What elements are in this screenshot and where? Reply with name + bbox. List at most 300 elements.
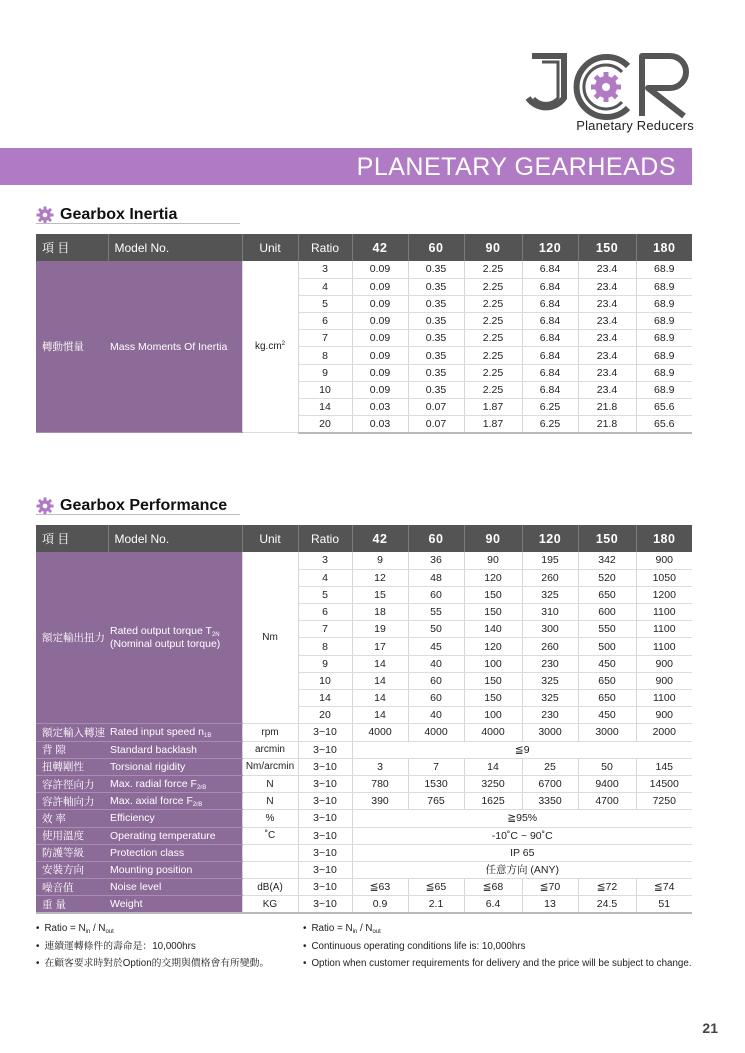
value-cell: 6.84 (522, 347, 578, 364)
label-text: 2 (281, 341, 285, 348)
value-cell: 21.8 (578, 416, 636, 433)
label-text: Rated input speed n (110, 725, 204, 738)
value-cell: 120 (464, 569, 522, 586)
value-cell: 12 (352, 569, 408, 586)
value-cell: 68.9 (636, 261, 692, 278)
row-label-zh: 防護等級 (36, 844, 108, 861)
value-cell: 4000 (408, 724, 464, 741)
row-label-zh: 轉動慣量 (36, 261, 108, 433)
row-label-en (108, 552, 242, 724)
value-cell: 0.35 (408, 381, 464, 398)
value-cell: 14 (352, 707, 408, 724)
value-cell: 300 (522, 621, 578, 638)
table-row (36, 758, 692, 775)
section-heading: Gearbox Performance (60, 497, 228, 514)
value-cell: 48 (408, 569, 464, 586)
note-text: Ratio = N (311, 923, 353, 934)
subscript: 1B (204, 732, 212, 739)
value-cell: 0.35 (408, 347, 464, 364)
value-cell: 0.07 (408, 399, 464, 416)
header-size: 120 (522, 234, 578, 261)
row-label-zh: 額定輸入轉速 (36, 724, 108, 741)
value-cell: 150 (464, 586, 522, 603)
value-cell: 3350 (522, 793, 578, 810)
row-unit: rpm (242, 724, 298, 741)
value-cell: 780 (352, 775, 408, 792)
value-cell: 68.9 (636, 330, 692, 347)
notes-zh (36, 920, 269, 973)
value-cell: 0.35 (408, 330, 464, 347)
value-cell: 21.8 (578, 399, 636, 416)
value-cell: 68.9 (636, 364, 692, 381)
value-cell: 310 (522, 604, 578, 621)
value-cell: 9400 (578, 775, 636, 792)
header-unit: Unit (242, 525, 298, 552)
value-cell: 900 (636, 552, 692, 569)
value-cell: 68.9 (636, 295, 692, 312)
row-label-en (108, 827, 242, 844)
value-cell: 18 (352, 604, 408, 621)
value-cell: 6.84 (522, 295, 578, 312)
value-cell: 2.25 (464, 313, 522, 330)
ratio-cell: 7 (298, 330, 352, 347)
value-cell: 100 (464, 655, 522, 672)
header-ratio: Ratio (298, 234, 352, 261)
note-ratio (303, 920, 692, 938)
ratio-cell: 8 (298, 347, 352, 364)
table-header-row (36, 234, 692, 261)
value-cell: ≦70 (522, 879, 578, 896)
value-cell: 23.4 (578, 364, 636, 381)
row-unit (242, 261, 298, 433)
subscript: 2rB (196, 784, 207, 791)
value-cell: 14 (464, 758, 522, 775)
label-text: (Nominal output torque) (110, 638, 221, 651)
value-cell: ≦65 (408, 879, 464, 896)
label-text: Protection class (110, 846, 185, 859)
ratio-cell: 3 (298, 552, 352, 569)
row-label-zh: 容許徑向力 (36, 775, 108, 792)
ratio-cell: 3~10 (298, 879, 352, 896)
value-cell: 2.25 (464, 278, 522, 295)
value-cell: 36 (408, 552, 464, 569)
table-header-row (36, 525, 692, 552)
value-cell: 450 (578, 707, 636, 724)
value-cell: 68.9 (636, 278, 692, 295)
row-unit: % (242, 810, 298, 827)
value-cell: 342 (578, 552, 636, 569)
table-row (36, 879, 692, 896)
value-cell: 0.09 (352, 330, 408, 347)
row-unit: ˚C (242, 827, 298, 844)
row-unit: N (242, 775, 298, 792)
row-unit: Nm/arcmin (242, 758, 298, 775)
row-label-en (108, 741, 242, 758)
value-cell: 13 (522, 896, 578, 913)
banner-title: PLANETARY GEARHEADS (356, 153, 676, 181)
value-cell: 0.35 (408, 261, 464, 278)
value-cell: 150 (464, 672, 522, 689)
ratio-cell: 3~10 (298, 844, 352, 861)
value-cell: 50 (578, 758, 636, 775)
value-cell: 1050 (636, 569, 692, 586)
value-cell: 500 (578, 638, 636, 655)
label-text: kg.cm (254, 341, 282, 353)
value-cell: 650 (578, 690, 636, 707)
gear-icon (36, 497, 54, 515)
value-cell: 1.87 (464, 416, 522, 433)
value-cell: 40 (408, 655, 464, 672)
page-number: 21 (702, 1020, 718, 1036)
row-label-en (108, 896, 242, 913)
row-label-zh: 重 量 (36, 896, 108, 913)
row-label-zh: 效 率 (36, 810, 108, 827)
value-cell: 325 (522, 672, 578, 689)
value-cell: 2.25 (464, 261, 522, 278)
row-unit: Nm (242, 552, 298, 724)
value-cell: ≦68 (464, 879, 522, 896)
value-cell: 1.87 (464, 399, 522, 416)
value-cell: 120 (464, 638, 522, 655)
value-cell: 3000 (578, 724, 636, 741)
value-cell: 140 (464, 621, 522, 638)
value-cell: 2000 (636, 724, 692, 741)
value-cell: 90 (464, 552, 522, 569)
table-row (36, 552, 692, 569)
header-item: 項 目 (36, 525, 108, 552)
value-cell: 6.4 (464, 896, 522, 913)
value-cell: 390 (352, 793, 408, 810)
table-row (36, 896, 692, 913)
notes-en (303, 920, 692, 973)
value-cell: 3 (352, 758, 408, 775)
value-cell: 3250 (464, 775, 522, 792)
value-cell: 2.1 (408, 896, 464, 913)
note-text: Ratio = N (44, 923, 86, 934)
subscript: 2rB (192, 801, 203, 808)
row-label-en (108, 758, 242, 775)
header-size: 90 (464, 525, 522, 552)
value-cell: 9 (352, 552, 408, 569)
header-size: 180 (636, 525, 692, 552)
ratio-cell: 4 (298, 278, 352, 295)
ratio-cell: 6 (298, 313, 352, 330)
ratio-cell: 3~10 (298, 741, 352, 758)
value-cell: 1100 (636, 621, 692, 638)
value-cell: 0.35 (408, 364, 464, 381)
note-option: • Option when customer requirements for delivery and the price will be subject to change. (303, 955, 692, 973)
value-cell: 14 (352, 672, 408, 689)
value-cell: 195 (522, 552, 578, 569)
value-cell: 23.4 (578, 295, 636, 312)
value-cell: 14 (352, 690, 408, 707)
value-cell: 2.25 (464, 330, 522, 347)
value-cell: 65.6 (636, 416, 692, 433)
ratio-cell: 3~10 (298, 827, 352, 844)
value-cell: 6.25 (522, 416, 578, 433)
ratio-cell: 8 (298, 638, 352, 655)
merged-value-cell: -10˚C ~ 90˚C (352, 827, 692, 844)
value-cell: 60 (408, 690, 464, 707)
value-cell: 0.9 (352, 896, 408, 913)
value-cell: 4000 (464, 724, 522, 741)
value-cell: 550 (578, 621, 636, 638)
ratio-cell: 20 (298, 416, 352, 433)
row-label-en (108, 861, 242, 878)
value-cell: 23.4 (578, 347, 636, 364)
ratio-cell: 4 (298, 569, 352, 586)
ratio-cell: 10 (298, 381, 352, 398)
value-cell: 0.03 (352, 416, 408, 433)
table-row (36, 261, 692, 278)
note-sub: in (352, 929, 358, 935)
value-cell: 0.09 (352, 381, 408, 398)
value-cell: 520 (578, 569, 636, 586)
value-cell: 0.09 (352, 261, 408, 278)
ratio-cell: 9 (298, 364, 352, 381)
table-row (36, 827, 692, 844)
ratio-cell: 6 (298, 604, 352, 621)
value-cell: 450 (578, 655, 636, 672)
ratio-cell: 10 (298, 672, 352, 689)
value-cell: 0.35 (408, 313, 464, 330)
label-text: Mounting position (110, 863, 193, 876)
header-size: 150 (578, 525, 636, 552)
ratio-cell: 3~10 (298, 793, 352, 810)
value-cell: 23.4 (578, 330, 636, 347)
header-size: 42 (352, 525, 408, 552)
value-cell: 14 (352, 655, 408, 672)
value-cell: 6.84 (522, 330, 578, 347)
value-cell: 0.07 (408, 416, 464, 433)
row-unit: dB(A) (242, 879, 298, 896)
header-model: Model No. (108, 234, 242, 261)
value-cell: 60 (408, 586, 464, 603)
value-cell: 4700 (578, 793, 636, 810)
merged-value-cell: ≧95% (352, 810, 692, 827)
merged-value-cell: IP 65 (352, 844, 692, 861)
value-cell: ≦63 (352, 879, 408, 896)
value-cell: 40 (408, 707, 464, 724)
table-row (36, 810, 692, 827)
row-unit (242, 844, 298, 861)
header-size: 180 (636, 234, 692, 261)
value-cell: 600 (578, 604, 636, 621)
merged-value-cell: 任意方向 (ANY) (352, 861, 692, 878)
note-life: • Continuous operating conditions life is: 10,000hrs (303, 938, 692, 956)
gear-icon (36, 206, 54, 224)
row-label-en (108, 793, 242, 810)
value-cell: 7 (408, 758, 464, 775)
ratio-cell: 20 (298, 707, 352, 724)
value-cell: ≦72 (578, 879, 636, 896)
row-label-zh: 扭轉剛性 (36, 758, 108, 775)
label-text: Weight (110, 898, 143, 911)
value-cell: 23.4 (578, 261, 636, 278)
table-row (36, 775, 692, 792)
ratio-cell: 9 (298, 655, 352, 672)
value-cell: 17 (352, 638, 408, 655)
label-text: Max. radial force F (110, 777, 197, 790)
note-sub: out (105, 929, 114, 935)
value-cell: 6700 (522, 775, 578, 792)
value-cell: 325 (522, 586, 578, 603)
value-cell: 23.4 (578, 278, 636, 295)
value-cell: 0.09 (352, 347, 408, 364)
row-label-en (108, 810, 242, 827)
row-label-en: Mass Moments Of Inertia (108, 261, 242, 433)
value-cell: 650 (578, 586, 636, 603)
row-label-zh: 安裝方向 (36, 861, 108, 878)
value-cell: 765 (408, 793, 464, 810)
value-cell: 2.25 (464, 295, 522, 312)
value-cell: 68.9 (636, 313, 692, 330)
header-ratio: Ratio (298, 525, 352, 552)
value-cell: 0.09 (352, 313, 408, 330)
ratio-cell: 5 (298, 586, 352, 603)
value-cell: 6.84 (522, 364, 578, 381)
label-text: Standard backlash (110, 743, 197, 756)
value-cell: 150 (464, 604, 522, 621)
value-cell: 0.35 (408, 295, 464, 312)
value-cell: ≦74 (636, 879, 692, 896)
value-cell: 3000 (522, 724, 578, 741)
value-cell: 900 (636, 707, 692, 724)
header-item: 項 目 (36, 234, 108, 261)
note-life: • 連續運轉條件的壽命是：10,000hrs (36, 938, 269, 956)
value-cell: 4000 (352, 724, 408, 741)
header-size: 120 (522, 525, 578, 552)
value-cell: 1100 (636, 638, 692, 655)
label-text: Max. axial force F (110, 794, 193, 807)
value-cell: 0.09 (352, 295, 408, 312)
value-cell: 2.25 (464, 381, 522, 398)
value-cell: 900 (636, 655, 692, 672)
title-banner (0, 148, 692, 185)
value-cell: 100 (464, 707, 522, 724)
value-cell: 260 (522, 638, 578, 655)
value-cell: 68.9 (636, 381, 692, 398)
section-rule (36, 223, 240, 224)
value-cell: 24.5 (578, 896, 636, 913)
ratio-cell: 3~10 (298, 724, 352, 741)
ratio-cell: 14 (298, 399, 352, 416)
row-unit: N (242, 793, 298, 810)
row-label-zh: 噪音值 (36, 879, 108, 896)
value-cell: 145 (636, 758, 692, 775)
ratio-cell: 5 (298, 295, 352, 312)
value-cell: 68.9 (636, 347, 692, 364)
row-unit: arcmin (242, 741, 298, 758)
value-cell: 650 (578, 672, 636, 689)
value-cell: 2.25 (464, 364, 522, 381)
value-cell: 6.25 (522, 399, 578, 416)
label-text: Rated output torque T (110, 625, 212, 638)
header-model: Model No. (108, 525, 242, 552)
value-cell: 65.6 (636, 399, 692, 416)
value-cell: 7250 (636, 793, 692, 810)
row-label-zh: 額定輸出扭力 (36, 552, 108, 724)
value-cell: 900 (636, 672, 692, 689)
table-row (36, 844, 692, 861)
value-cell: 50 (408, 621, 464, 638)
value-cell: 2.25 (464, 347, 522, 364)
value-cell: 19 (352, 621, 408, 638)
value-cell: 0.09 (352, 364, 408, 381)
row-label-zh: 使用溫度 (36, 827, 108, 844)
logo-subtitle: Planetary Reducers (576, 118, 694, 133)
note-text: / N (357, 923, 373, 934)
value-cell: 51 (636, 896, 692, 913)
value-cell: 23.4 (578, 313, 636, 330)
label-text: Operating temperature (110, 829, 216, 842)
value-cell: 0.35 (408, 278, 464, 295)
row-label-en (108, 724, 242, 741)
header-size: 90 (464, 234, 522, 261)
value-cell: 55 (408, 604, 464, 621)
value-cell: 60 (408, 672, 464, 689)
header-size: 60 (408, 234, 464, 261)
ratio-cell: 3~10 (298, 896, 352, 913)
value-cell: 23.4 (578, 381, 636, 398)
value-cell: 6.84 (522, 313, 578, 330)
value-cell: 1100 (636, 690, 692, 707)
note-sub: out (372, 929, 381, 935)
value-cell: 45 (408, 638, 464, 655)
value-cell: 150 (464, 690, 522, 707)
row-label-zh: 背 隙 (36, 741, 108, 758)
note-text: / N (90, 923, 106, 934)
table-row (36, 724, 692, 741)
header-size: 60 (408, 525, 464, 552)
ratio-cell: 14 (298, 690, 352, 707)
row-label-en (108, 879, 242, 896)
value-cell: 230 (522, 655, 578, 672)
inertia-table (36, 234, 692, 434)
section-heading: Gearbox Inertia (60, 206, 178, 223)
table-row (36, 793, 692, 810)
ratio-cell: 7 (298, 621, 352, 638)
table-row (36, 861, 692, 878)
value-cell: 6.84 (522, 261, 578, 278)
value-cell: 230 (522, 707, 578, 724)
merged-value-cell: ≦9 (352, 741, 692, 758)
value-cell: 0.09 (352, 278, 408, 295)
value-cell: 15 (352, 586, 408, 603)
row-unit (242, 861, 298, 878)
value-cell: 1200 (636, 586, 692, 603)
row-unit: KG (242, 896, 298, 913)
ratio-cell: 3~10 (298, 758, 352, 775)
row-label-en (108, 844, 242, 861)
note-sub: in (85, 929, 91, 935)
subscript: 2N (211, 632, 220, 639)
note-ratio (36, 920, 269, 938)
value-cell: 1100 (636, 604, 692, 621)
value-cell: 25 (522, 758, 578, 775)
label-text: Torsional rigidity (110, 760, 186, 773)
value-cell: 325 (522, 690, 578, 707)
value-cell: 0.03 (352, 399, 408, 416)
header-size: 42 (352, 234, 408, 261)
value-cell: 1530 (408, 775, 464, 792)
row-label-zh: 容許軸向力 (36, 793, 108, 810)
value-cell: 260 (522, 569, 578, 586)
ratio-cell: 3~10 (298, 861, 352, 878)
label-text: Efficiency (110, 812, 155, 825)
header-unit: Unit (242, 234, 298, 261)
value-cell: 6.84 (522, 278, 578, 295)
